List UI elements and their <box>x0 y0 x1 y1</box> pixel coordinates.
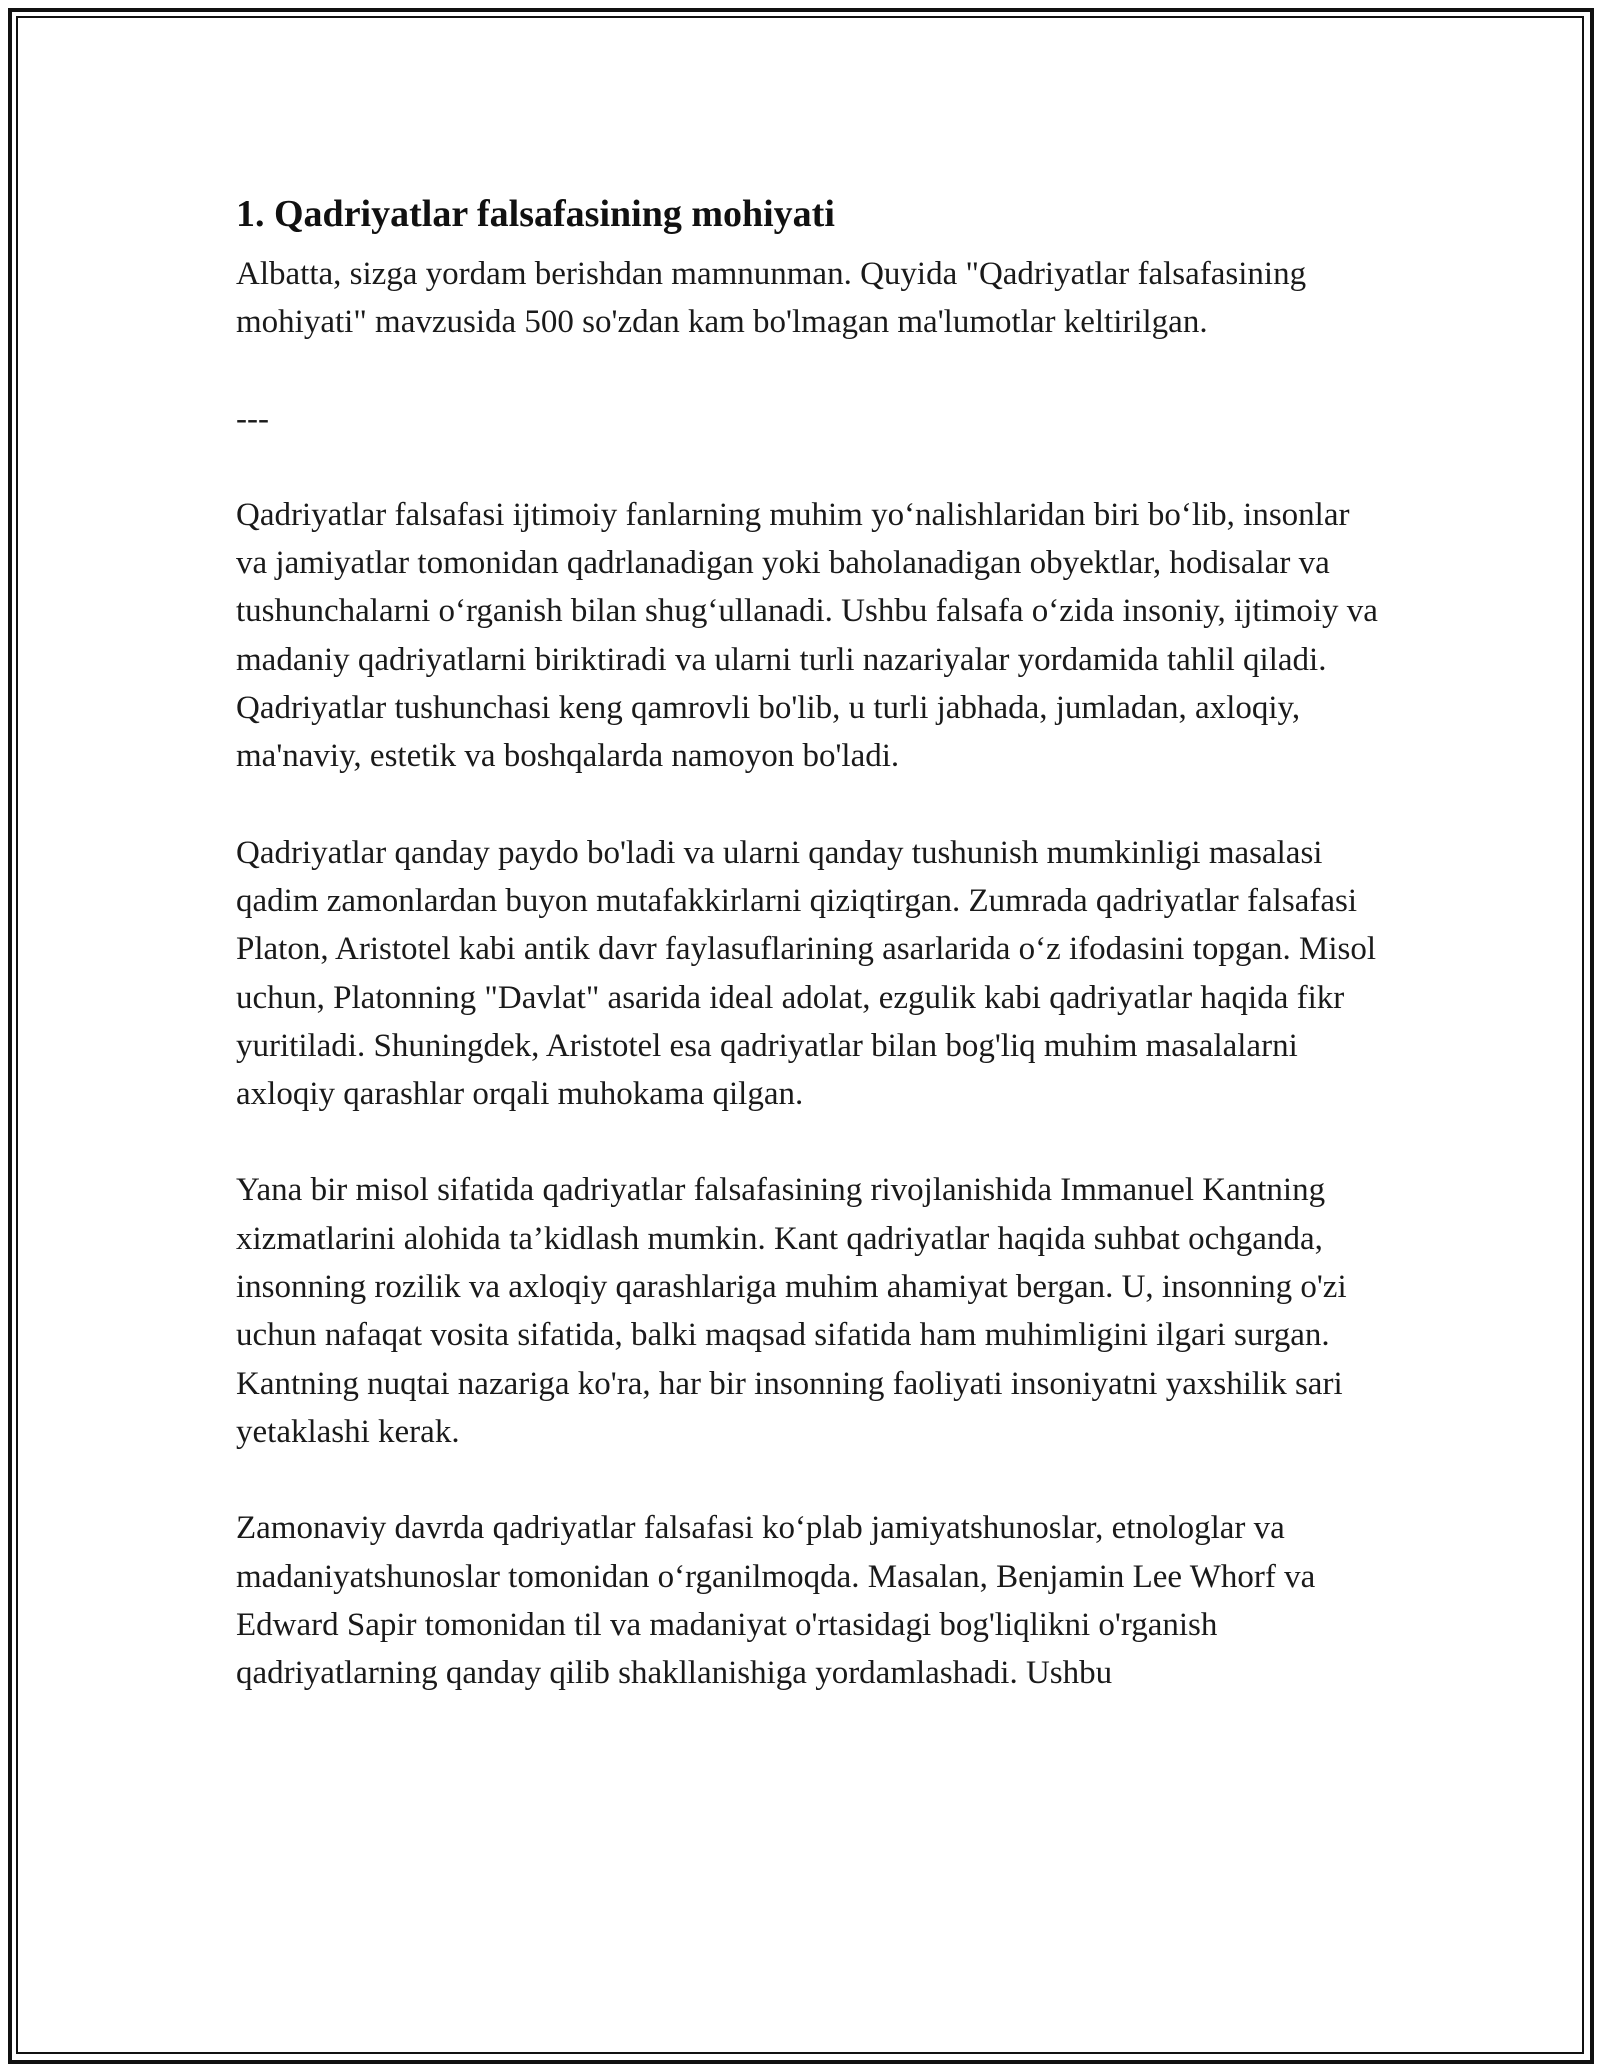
separator-line: --- <box>236 400 269 437</box>
section-heading: 1. Qadriyatlar falsafasining mohiyati <box>236 193 835 235</box>
paragraph-2: Qadriyatlar qanday paydo bo'ladi va ularni qanday tushunish mumkinligi masalasi qadim zamonlardan buyon mutafakkirlarni qiziqtirgan. Zumrada qadriyatlar falsafasi Platon, Aristotel kabi antik davr faylasuflarining asarlarida o‘z ifodasini topgan. Misol uchun, Platonning "Davlat" asarida ideal adolat, ezgulik kabi qadriyatlar haqida fikr yuritiladi. Shuningdek, Aristotel esa qadriyatlar bilan bog'liq muhim masalalarni axloqiy qarashlar orqali muhokama qilgan. <box>236 834 1377 1113</box>
paragraph-1: Qadriyatlar falsafasi ijtimoiy fanlarning muhim yo‘nalishlaridan biri bo‘lib, insonlar va jamiyatlar tomonidan qadrlanadigan yoki baholanadigan obyektlar, hodisalar va tushunchalarni o‘rganish bilan shug‘ullanadi. Ushbu falsafa o‘zida insoniy, ijtimoiy va madaniy qadriyatlarni biriktiradi va ularni turli nazariyalar yordamida tahlil qiladi. Qadriyatlar tushunchasi keng qamrovli bo'lib, u turli jabhada, jumladan, axloqiy, ma'naviy, estetik va boshqalarda namoyon bo'ladi. <box>236 496 1378 775</box>
intro-paragraph: Albatta, sizga yordam berishdan mamnunman. Quyida "Qadriyatlar falsafasining mohiyati" mavzusida 500 so'zdan kam bo'lmagan ma'lumotlar keltirilgan. <box>236 256 1307 341</box>
paragraph-3: Yana bir misol sifatida qadriyatlar falsafasining rivojlanishida Immanuel Kantning xizmatlarini alohida ta’kidlash mumkin. Kant qadriyatlar haqida suhbat ochganda, insonning rozilik va axloqiy qarashlariga muhim ahamiyat bergan. U, insonning o'zi uchun nafaqat vosita sifatida, balki maqsad sifatida ham muhimligini ilgari surgan. Kantning nuqtai nazariga ko'ra, har bir insonning faoliyati insoniyatni yaxshilik sari yetaklashi kerak. <box>236 1172 1347 1450</box>
document-body <box>236 186 1386 1745</box>
paragraph-4: Zamonaviy davrda qadriyatlar falsafasi ko‘plab jamiyatshunoslar, etnologlar va madaniyatshunoslar tomonidan o‘rganilmoqda. Masalan, Benjamin Lee Whorf va Edward Sapir tomonidan til va madaniyat o'rtasidagi bog'liqlikni o'rganish qadriyatlarning qanday qilib shakllanishiga yordamlashadi. Ushbu <box>236 1510 1316 1692</box>
